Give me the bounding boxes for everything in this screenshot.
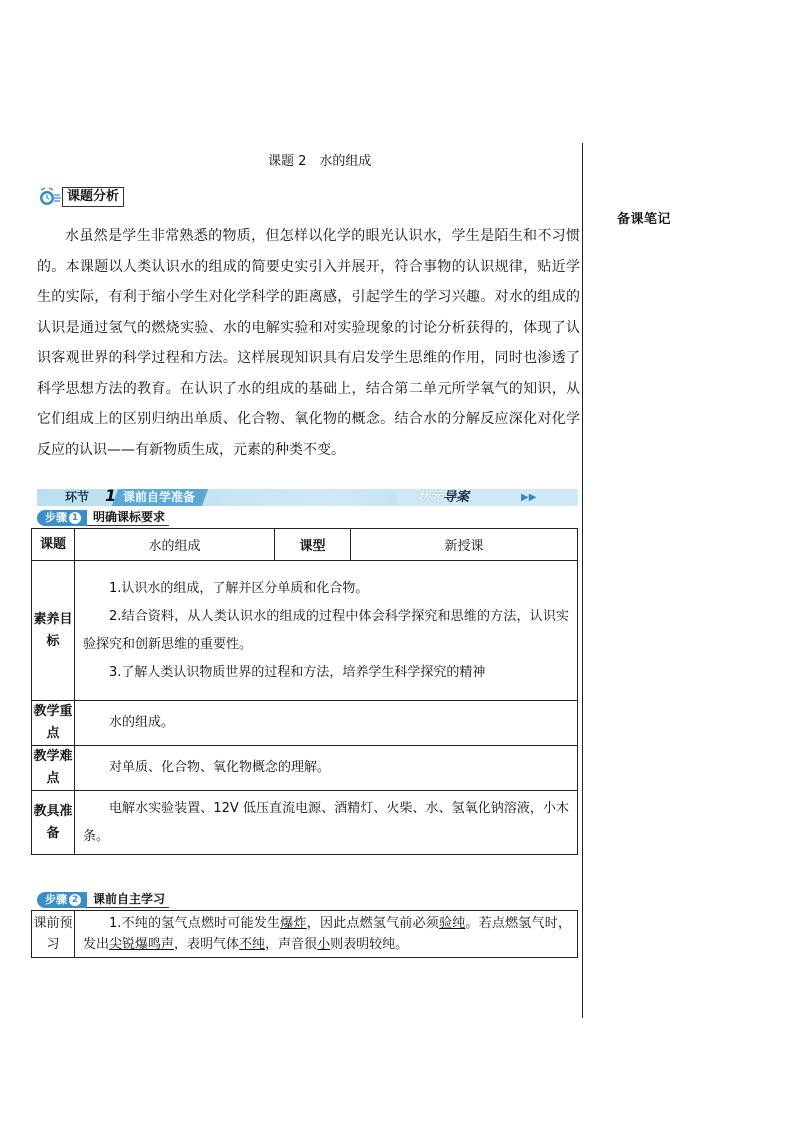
preview-text [75,911,577,957]
brand-b: 导案 [443,490,470,505]
step-2-header [37,892,169,908]
table-row [32,529,578,561]
cell-goals-body [75,561,578,701]
notes-column-label: 备课笔记 [617,212,672,227]
cell-tools-head: 教具准备 [32,791,75,855]
cell-preview-head: 课前预习 [32,911,75,958]
section-brand [417,489,469,506]
cell-focus-head: 教学重点 [32,701,75,746]
analysis-label: 课题分析 [62,187,124,207]
step-2-number: 2 [69,894,81,906]
table-row [32,701,578,746]
section-banner [37,486,578,506]
page-title: 课题 2 水的组成 [268,154,372,169]
step-2-pill-text: 步骤 [45,893,67,906]
section-title: 课前自学准备 [123,490,196,504]
brand-a: 状元 [417,490,444,505]
margin-divider [582,143,583,1018]
double-arrow-icon: ▶▶ [521,492,537,503]
table-row [32,561,578,701]
objectives-table [31,528,578,855]
analysis-badge [36,186,124,207]
focus-text: 水的组成。 [109,715,175,730]
cell-difficulty-body [75,746,578,791]
goal-item: 2.结合资料，从人类认识水的组成的过程中体会科学探究和思维的方法，认识实验探究和创新思维的重要性。 [83,608,569,652]
step-1-header [37,510,169,526]
clock-icon [36,186,62,207]
table-row [32,791,578,855]
preview-seg: ，表明气体 [174,937,240,952]
preview-seg: ，声音很 [265,937,318,952]
section-number: 1 [105,486,117,505]
preview-seg: 。若点燃氢气时，发出 [83,916,571,952]
step-1-pill-text: 步骤 [45,511,67,524]
cell-focus-body [75,701,578,746]
preview-seg: 1.不纯的氢气点燃时可能发生 [109,916,281,931]
preview-seg: ，因此点燃氢气前必须 [306,916,439,931]
answer-blank: 爆炸 [280,916,307,931]
step-2-label: 课前自主学习 [87,892,169,908]
cell-preview-body [75,911,578,958]
difficulty-text: 对单质、化合物、氧化物概念的理解。 [109,760,331,775]
step-1-label: 明确课标要求 [87,510,169,526]
preview-seg: 则表明较纯。 [330,937,409,952]
section-huanjie: 环节 [65,490,90,504]
goal-item: 1.认识水的组成，了解并区分单质和化合物。 [109,580,369,596]
preview-table [31,910,578,958]
cell-topic-value: 水的组成 [75,529,275,561]
step-2-pill [37,892,87,908]
cell-tools-body [75,791,578,855]
cell-type-value: 新授课 [351,529,578,561]
analysis-text: 水虽然是学生非常熟悉的物质，但怎样以化学的眼光认识水，学生是陌生和不习惯的。本课题以人类认识水的组成的简要史实引入并展开，符合事物的认识规律，贴近学生的实际，有利于缩小学生对化学科学的距离感，引起学生的学习兴趣。对水的组成的认识是通过氢气的燃烧实验、水的电解实验和对实验现象的讨论分析获得的，体现了认识客观世界的科学过程和方法。这样展现知识具有启发学生思维的作用，同时也渗透了科学思想方法的教育。在认识了水的组成的基础上，结合第二单元所学氧气的知识，从它们组成上的区别归纳出单质、化合物、氧化物的概念。结合水的分解反应深化对化学反应的认识——有新物质生成，元素的种类不变。 [37,228,580,458]
step-1-pill [37,510,87,526]
cell-goals-head: 素养目标 [32,561,75,701]
cell-topic-head: 课题 [32,529,75,561]
cell-difficulty-head: 教学难点 [32,746,75,791]
answer-blank: 尖锐爆鸣声 [109,937,175,952]
tools-text: 电解水实验装置、12V 低压直流电源、酒精灯、火柴、水、氢氧化钠溶液，小木条。 [83,800,569,844]
step-1-number: 1 [69,512,81,524]
table-row [32,911,578,958]
table-row [32,746,578,791]
answer-blank: 验纯 [438,916,466,931]
cell-type-head: 课型 [275,529,351,561]
answer-blank: 不纯 [239,937,266,952]
answer-blank: 小 [317,937,331,952]
goal-item: 3.了解人类认识物质世界的过程和方法，培养学生科学探究的精神 [109,664,486,680]
